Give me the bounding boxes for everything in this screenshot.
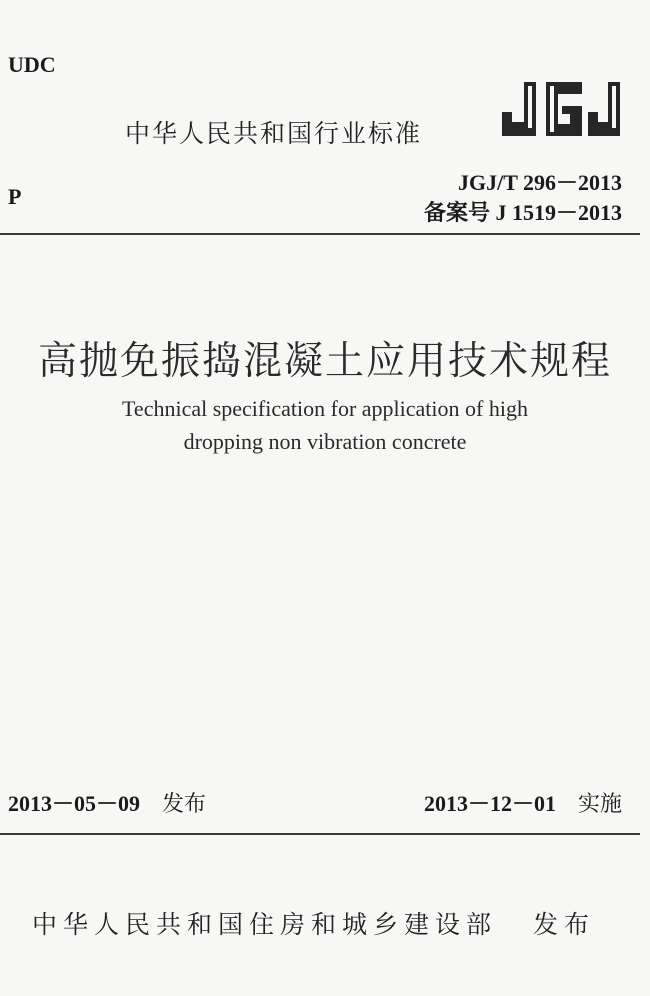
classification-code: P [8,184,22,209]
publisher-name: 中华人民共和国住房和城乡建设部 [32,910,498,939]
udc-label: UDC [8,52,56,77]
publisher-block [32,905,595,941]
effective-verb: 实施 [577,792,622,817]
standard-number: JGJ/T 296－2013 [457,170,622,195]
effective-date-block [424,787,622,818]
title-en-line-2: dropping non vibration concrete [183,429,467,454]
jgj-logo [498,78,628,148]
issue-verb: 发布 [162,792,207,817]
issue-date-block [8,787,206,818]
publisher-verb: 发布 [533,910,596,939]
industry-standard-heading: 中华人民共和国行业标准 [125,119,423,148]
title-en-line-1: Technical specification for application of high [122,396,528,421]
header-divider [0,233,640,235]
document-title-english [0,392,650,458]
filing-number: 备案号 J 1519－2013 [423,200,622,225]
effective-date: 2013－12－01 [423,791,556,816]
footer-divider [0,833,640,835]
document-title-chinese: 高抛免振捣混凝土应用技术规程 [37,339,612,384]
issue-date: 2013－05－09 [8,791,141,816]
